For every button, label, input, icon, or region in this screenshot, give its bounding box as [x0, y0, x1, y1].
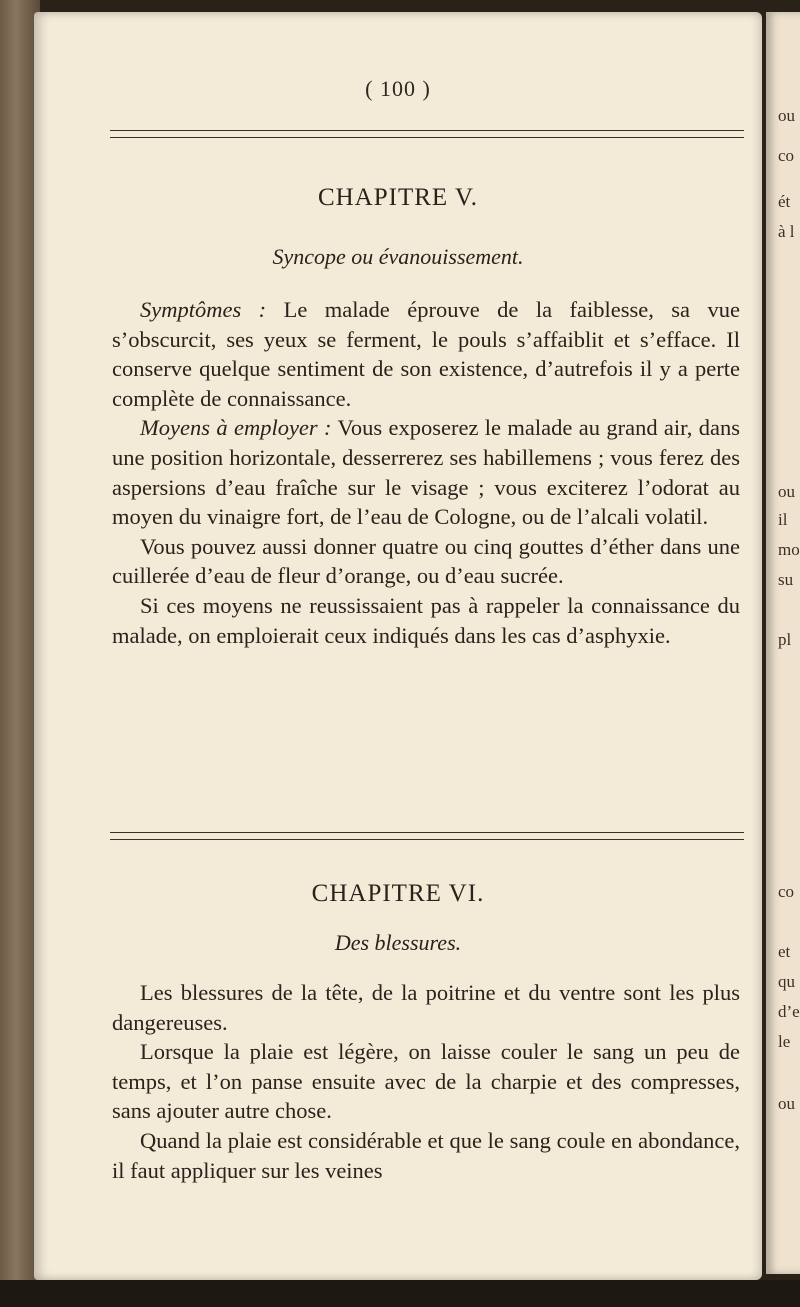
facing-page-fragment: à l — [778, 222, 795, 241]
facing-page-fragment: et — [778, 942, 791, 961]
paragraph — [112, 532, 740, 591]
paragraph-lead: Symptômes : — [140, 297, 267, 322]
chapter-6-body — [112, 978, 740, 1185]
paragraph-text: Vous exposerez le malade au grand air, dans une position horizontale, desserrerez ses habillemens ; vous ferez des aspersions d’eau fraîche sur le visage ; vous exciterez l’odorat au moyen du vinaigre fort, de l’eau de Cologne, ou de l’alcali volatil. — [112, 415, 740, 530]
facing-page-fragment: pl — [778, 630, 792, 649]
facing-page-fragment: qu — [778, 972, 795, 991]
facing-page — [766, 12, 800, 1274]
paragraph — [112, 591, 740, 650]
paragraph — [112, 1126, 740, 1185]
paragraph-text: Vous pouvez aussi donner quatre ou cinq gouttes d’éther dans une cuillerée d’eau de fleur d’orange, ou d’eau sucrée. — [112, 533, 740, 589]
paragraph-text: Le malade éprouve de la faiblesse, sa vue s’obscurcit, ses yeux se ferment, le pouls s’affaiblit et s’efface. Il conserve quelque sentiment de son existence, d’autrefois il y a perte complète de connaissance. — [112, 297, 740, 411]
paragraph-text: Quand la plaie est considérable et que le sang coule en abondance, il faut appliquer sur les veines — [112, 1127, 740, 1183]
paragraph — [112, 295, 740, 413]
facing-page-fragment: ou — [778, 482, 795, 501]
facing-page-fragment: le — [778, 1032, 791, 1051]
chapter-5-subtitle: Syncope ou évanouissement. — [272, 244, 524, 269]
facing-page-fragment: co — [778, 882, 795, 901]
paragraph-text: Si ces moyens ne reussissaient pas à rappeler la connaissance du malade, on emploierait ceux indiqués dans les cas d’asphyxie. — [112, 592, 740, 648]
chapter-6-title: CHAPITRE VI. — [311, 880, 485, 907]
chapter-5-title: CHAPITRE V. — [317, 184, 479, 211]
page-bottom-edge — [0, 1280, 800, 1307]
facing-page-fragment: ét — [778, 192, 791, 211]
paragraph-text: Lorsque la plaie est légère, on laisse couler le sang un peu de temps, et l’on panse ensuite avec de la charpie et des compresses, sans ajouter autre chose. — [112, 1039, 740, 1124]
chapter-divider-rule — [110, 832, 744, 840]
facing-page-fragment: ou — [778, 106, 795, 125]
paragraph — [112, 1037, 740, 1126]
facing-page-fragment: co — [778, 146, 795, 165]
book-page — [34, 12, 762, 1280]
facing-page-fragment: mo — [778, 540, 800, 559]
header-rule — [110, 130, 744, 138]
paragraph — [112, 978, 740, 1037]
facing-page-fragment: su — [778, 570, 794, 589]
facing-page-fragment: ou — [778, 1094, 795, 1113]
facing-page-fragment: il — [778, 510, 788, 529]
page-number: ( 100 ) — [365, 76, 431, 101]
chapter-6-subtitle: Des blessures. — [334, 930, 462, 955]
paragraph — [112, 413, 740, 531]
chapter-5-body — [112, 295, 740, 650]
paragraph-text: Les blessures de la tête, de la poitrine et du ventre sont les plus dangereuses. — [112, 980, 740, 1035]
paragraph-lead: Moyens à employer : — [140, 415, 332, 441]
facing-page-fragment: d’e — [778, 1002, 800, 1021]
